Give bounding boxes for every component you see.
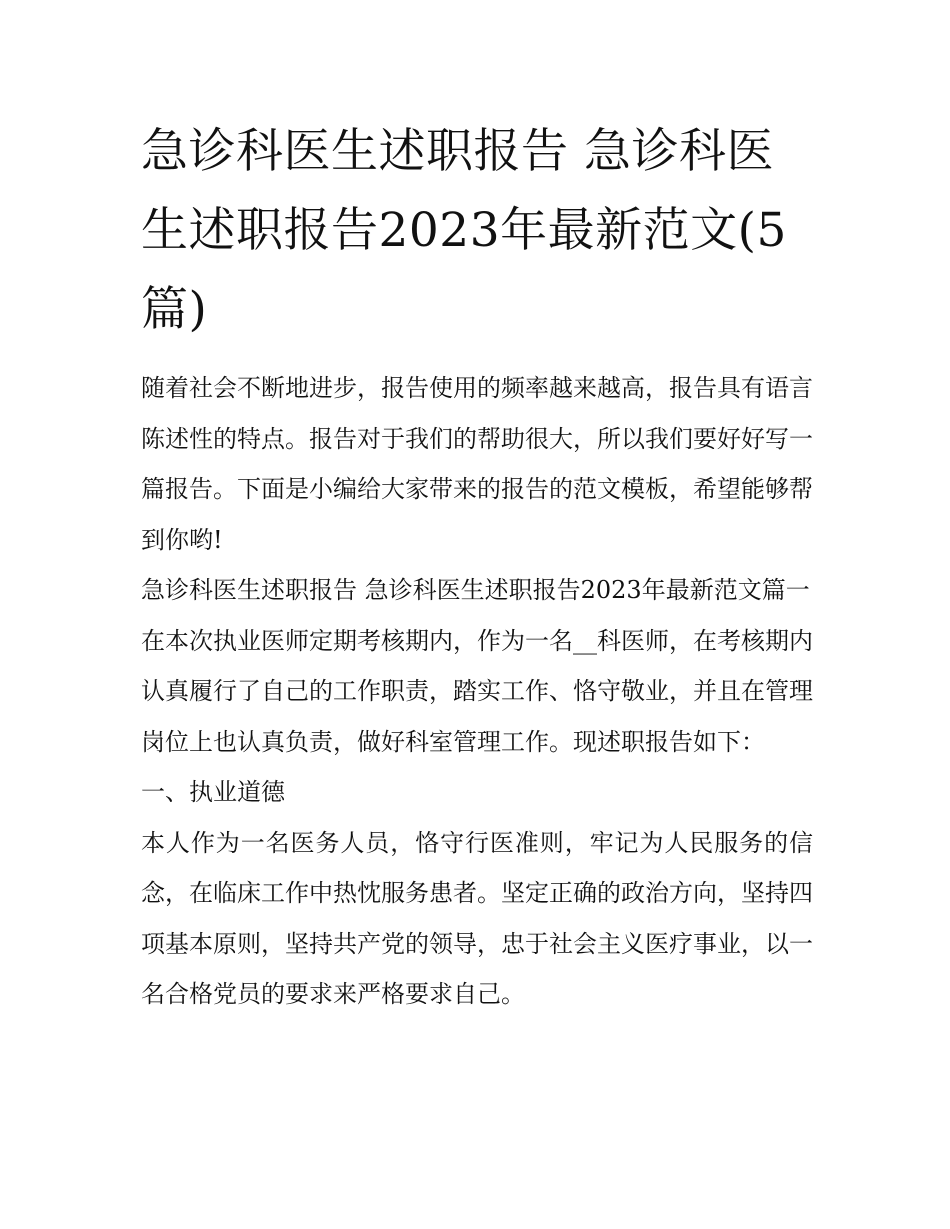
body-paragraph: 在本次执业医师定期考核期内，作为一名__科医师，在考核期内认真履行了自己的工作职责，踏实工作、恪守敬业，并且在管理岗位上也认真负责，做好科室管理工作。现述职报告如下：	[141, 626, 813, 756]
title-spacer	[141, 349, 813, 363]
document-page	[141, 112, 813, 1020]
section-heading-ethics: 一、执业道德	[141, 778, 285, 806]
intro-paragraph: 随着社会不断地进步，报告使用的频率越来越高，报告具有语言陈述性的特点。报告对于我们的帮助很大，所以我们要好好写一篇报告。下面是小编给大家带来的报告的范文模板，希望能够帮到你哟!	[141, 374, 813, 554]
body-paragraph: 本人作为一名医务人员，恪守行医准则，牢记为人民服务的信念，在临床工作中热忱服务患者。坚定正确的政治方向，坚持四项基本原则，坚持共产党的领导，忠于社会主义医疗事业，以一名合格党员的要求来严格要求自己。	[141, 828, 813, 1008]
section-heading-article-one: 急诊科医生述职报告 急诊科医生述职报告2023年最新范文篇一	[141, 576, 810, 604]
document-title: 急诊科医生述职报告 急诊科医生述职报告2023年最新范文(5篇)	[141, 124, 787, 337]
